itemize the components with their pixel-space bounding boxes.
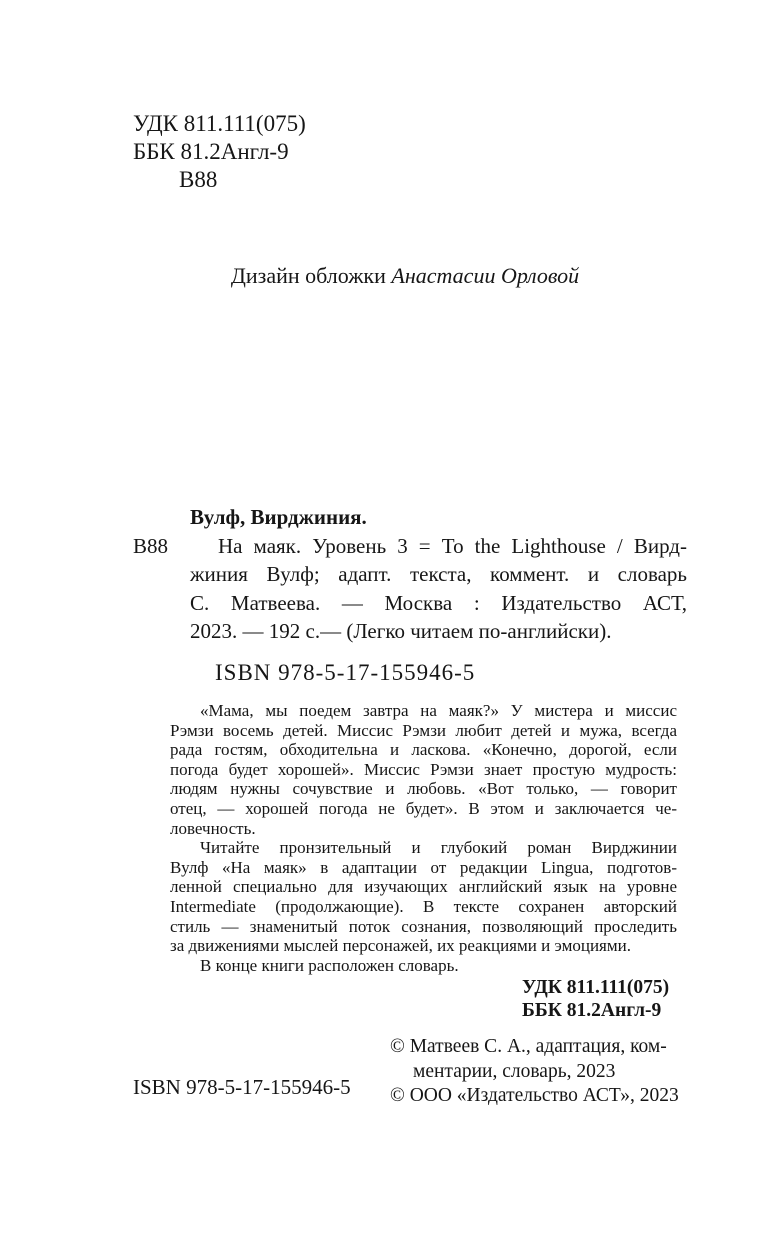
text-line: рада гостям, обходительна и ласкова. «Конечно, дорогой, если (170, 740, 677, 760)
top-codes-block (133, 110, 306, 194)
text-line: ментарии, словарь, 2023 (413, 1060, 616, 1082)
card-description (190, 532, 687, 646)
text-line: С. Матвеева. — Москва : Издательство АСТ, (190, 590, 687, 615)
isbn-bottom: ISBN 978-5-17-155946-5 (133, 1075, 351, 1099)
cover-design-credit (133, 263, 677, 289)
text-line: ловечность. (170, 818, 256, 838)
card-body (133, 532, 687, 646)
isbn-card: ISBN 978-5-17-155946-5 (215, 659, 476, 685)
bbk-code-bottom: ББК 81.2Англ-9 (522, 999, 662, 1021)
text-line: погода будет хорошей». Миссис Рэмзи знает простую мудрость: (170, 759, 677, 779)
text-line: людям нужны сочувствие и любовь. «Вот только, — говорит (170, 779, 677, 799)
text-line: © ООО «Издательство АСТ», 2023 (390, 1085, 679, 1106)
annotation-block (170, 701, 677, 975)
text-line: «Мама, мы поедем завтра на маяк?» У мистера и миссис (200, 701, 677, 720)
card-author: Вулф, Вирджиния. (190, 505, 367, 529)
annotation-paragraph-3 (170, 956, 677, 976)
text-line: Рэмзи восемь детей. Миссис Рэмзи любит детей и мужа, всегда (170, 720, 677, 740)
text-line: стиль — знаменитый поток сознания, позволяющий проследить (170, 916, 677, 936)
bottom-codes-block (522, 977, 669, 1022)
text-line: за движениями мыслей персонажей, их реакциями и эмоциями. (170, 936, 631, 956)
copyright-block (390, 1035, 679, 1109)
text-line: отец, — хорошей погода не будет». В этом и заключается че- (170, 798, 677, 818)
text-line: 2023. — 192 с.— (Легко читаем по-английски). (190, 619, 612, 643)
text-line: © Матвеев С. А., адаптация, ком- (390, 1036, 667, 1057)
annotation-paragraph-1 (170, 701, 677, 838)
annotation-paragraph-2 (170, 838, 677, 956)
catalog-card (133, 503, 687, 687)
cover-design-label: Дизайн обложки (230, 263, 386, 288)
author-sign-top: В88 (179, 167, 218, 192)
text-line: жиния Вулф; адапт. текста, коммент. и словарь (190, 562, 687, 586)
text-line: Вулф «На маяк» в адаптации от редакции Lingua, подготов- (170, 857, 677, 877)
text-line: ленной специально для изучающих английский язык на уровне (170, 877, 677, 897)
text-line: Intermediate (продолжающие). В тексте сохранен авторский (170, 896, 677, 916)
text-line: На маяк. Уровень 3 = To the Lighthouse / Вирд- (218, 533, 687, 558)
udk-code-top: УДК 811.111(075) (133, 111, 306, 136)
cover-designer-name: Анастасии Орловой (391, 263, 580, 288)
udk-code-bottom: УДК 811.111(075) (522, 977, 670, 998)
bbk-code-top: ББК 81.2Англ-9 (133, 139, 289, 164)
author-sign-card: В88 (133, 533, 169, 558)
text-line: В конце книги расположен словарь. (200, 955, 459, 975)
text-line: Читайте пронзительный и глубокий роман Вирджинии (200, 838, 677, 858)
